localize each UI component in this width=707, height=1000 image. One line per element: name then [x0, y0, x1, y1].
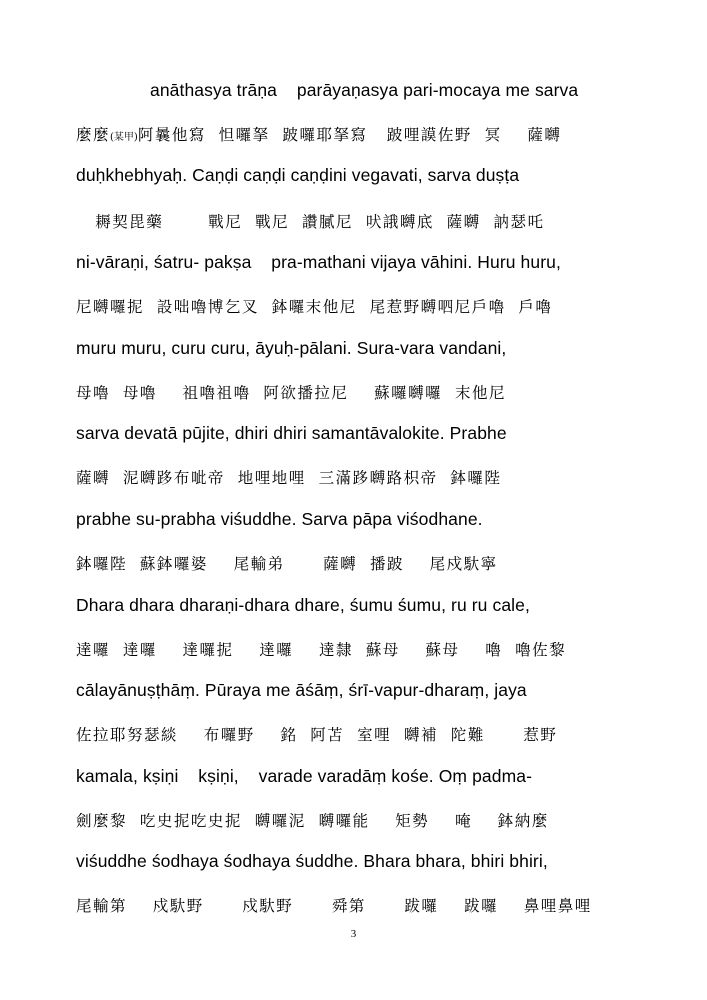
- text-line-15: cālayānuṣṭhāṃ. Pūraya me āśāṃ, śrī-vapur-dharaṃ, jaya: [76, 680, 527, 700]
- text-line-4: 耨契毘藥 戰尼 戰尼 讚膩尼 吠誐嚩底 薩嚩 訥瑟吒: [76, 213, 545, 231]
- text-line-1: anāthasya trāṇa parāyaṇasya pari-mocaya me sarva: [150, 80, 579, 100]
- text-line-12: 鉢囉陛 蘇鉢囉婆 尾輸弟 薩嚩 播跛 尾戍馱寧: [76, 555, 498, 573]
- text-line-6: 尼嚩囉抳 設咄嚕博乞叉 鉢囉末他尼 尾惹野嚩呬尼戶嚕 戶嚕: [76, 298, 553, 316]
- text-line-7: muru muru, curu curu, āyuḥ-pālani. Sura-vara vandani,: [76, 338, 507, 358]
- text-line-2-main: 阿曩他寫 怛囉拏 跛囉耶拏寫 跛哩謨佐野 冥 薩嚩: [137, 126, 562, 144]
- text-line-17: kamala, kṣiṇi kṣiṇi, varade varadāṃ kośe. Oṃ padma-: [76, 766, 533, 786]
- text-line-10: 薩嚩 泥嚩跢布呲帝 地哩地哩 三滿跢嚩路枳帝 鉢囉陛: [76, 469, 502, 487]
- text-line-19: viśuddhe śodhaya śodhaya śuddhe. Bhara bhara, bhiri bhiri,: [76, 851, 548, 871]
- text-line-2-note: (某甲): [110, 132, 138, 143]
- text-line-9: sarva devatā pūjite, dhiri dhiri samantāvalokite. Prabhe: [76, 423, 507, 443]
- text-line-13: Dhara dhara dharaṇi-dhara dhare, śumu śumu, ru ru cale,: [76, 595, 530, 615]
- text-line-18: 劍麼黎 吃史抳吃史抳 嚩囉泥 嚩囉能 矩勢 唵 鉢納麼: [76, 812, 549, 830]
- text-line-8: 母嚕 母嚕 祖嚕祖嚕 阿欲播拉尼 蘇囉嚩囉 末他尼: [76, 384, 506, 402]
- text-line-3: duḥkhebhyaḥ. Caṇḍi caṇḍi caṇḍini vegavati, sarva duṣṭa: [76, 165, 520, 185]
- text-line-20: 尾輸第 戍馱野 戍馱野 舜第 跋囉 跋囉 鼻哩鼻哩: [76, 897, 592, 915]
- text-line-14: 達囉 達囉 達囉抳 達囉 達隸 蘇母 蘇母 嚕 嚕佐黎: [76, 641, 567, 659]
- text-line-2-prefix: 麼麼: [76, 126, 111, 144]
- text-line-11: prabhe su-prabha viśuddhe. Sarva pāpa viśodhane.: [76, 509, 483, 529]
- page-number: 3: [350, 928, 357, 940]
- text-line-2: [76, 123, 561, 145]
- text-line-5: ni-vāraṇi, śatru- pakṣa pra-mathani vijaya vāhini. Huru huru,: [76, 252, 561, 272]
- text-line-16: 佐拉耶努瑟緂 布囉野 銘 阿苫 室哩 嚩補 陀難 惹野: [76, 726, 558, 744]
